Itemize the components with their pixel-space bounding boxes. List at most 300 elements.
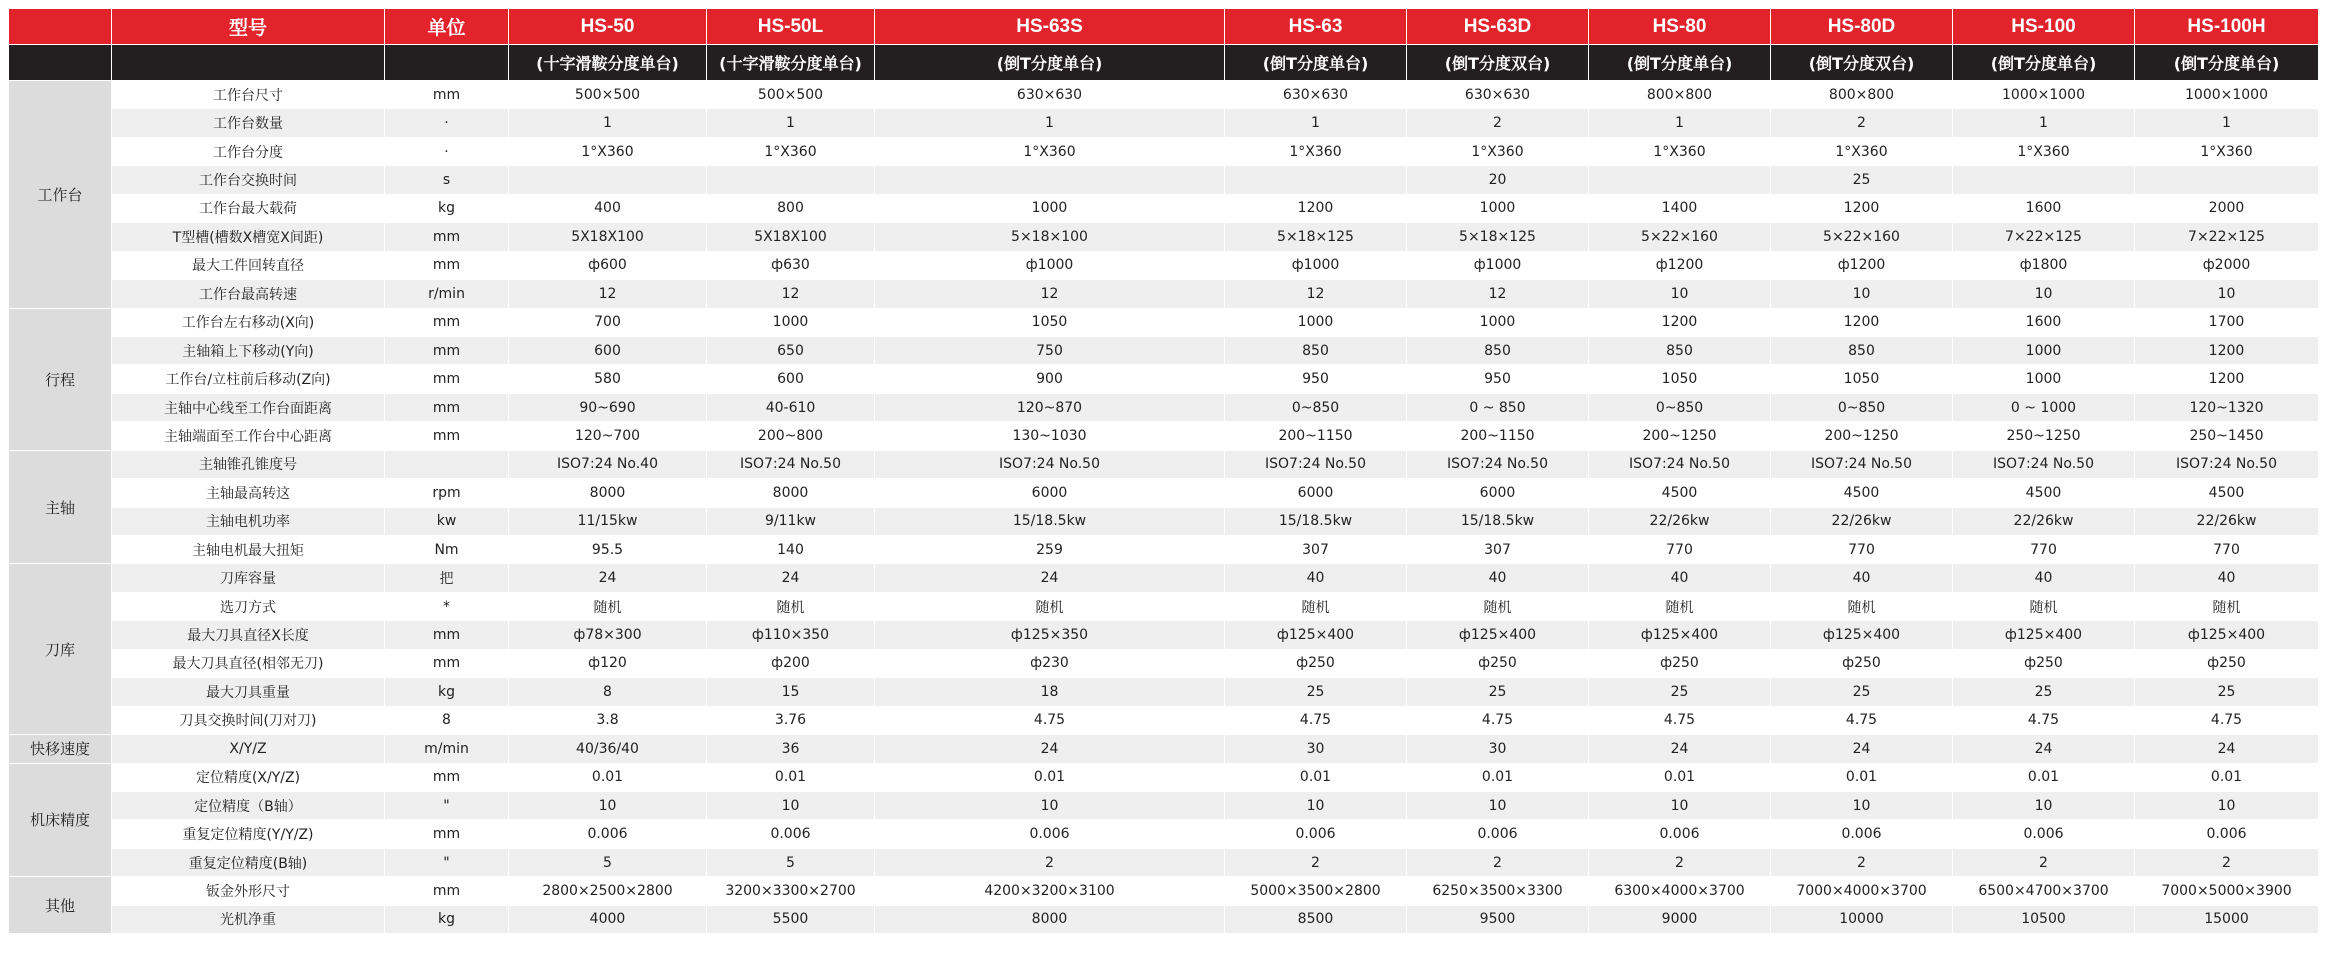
spec-value: 10 (1407, 791, 1589, 819)
spec-value: ф125×350 (875, 621, 1225, 649)
spec-value: 1000 (1407, 308, 1589, 336)
spec-value: 120~700 (509, 422, 707, 450)
spec-value: 1°X360 (2135, 137, 2319, 165)
spec-value: 6000 (875, 479, 1225, 507)
spec-value: 1 (1953, 109, 2135, 137)
spec-value: 4500 (1953, 479, 2135, 507)
spec-value (2135, 166, 2319, 194)
spec-value: 600 (509, 336, 707, 364)
spec-unit: mm (385, 308, 509, 336)
spec-value: 随机 (1771, 592, 1953, 620)
spec-value: 10 (875, 791, 1225, 819)
spec-value: 15000 (2135, 905, 2319, 933)
spec-item: 工作台分度 (112, 137, 385, 165)
spec-unit: rpm (385, 479, 509, 507)
spec-value: 1200 (1771, 308, 1953, 336)
spec-value: ф1000 (875, 251, 1225, 279)
spec-value: 25 (1953, 678, 2135, 706)
spec-value: 850 (1771, 336, 1953, 364)
spec-value: 9/11kw (707, 507, 875, 535)
spec-value: 12 (707, 280, 875, 308)
table-row (9, 905, 2319, 933)
model-subtitle: (十字滑鞍分度单台) (707, 45, 875, 81)
spec-unit: kg (385, 678, 509, 706)
spec-value: 4.75 (2135, 706, 2319, 734)
spec-item: 钣金外形尺寸 (112, 877, 385, 905)
spec-item: 最大刀具直径(相邻无刀) (112, 649, 385, 677)
spec-unit: mm (385, 820, 509, 848)
spec-value: ф110×350 (707, 621, 875, 649)
spec-value: 1°X360 (875, 137, 1225, 165)
spec-value: 120~1320 (2135, 393, 2319, 421)
spec-unit: kg (385, 194, 509, 222)
model-subtitle: (倒T分度双台) (1407, 45, 1589, 81)
spec-value: ф1000 (1225, 251, 1407, 279)
spec-value: 2800×2500×2800 (509, 877, 707, 905)
spec-value: 25 (1771, 678, 1953, 706)
header-blank-cell (112, 45, 385, 81)
spec-value: 11/15kw (509, 507, 707, 535)
spec-value: ф2000 (2135, 251, 2319, 279)
spec-value: 650 (707, 336, 875, 364)
model-label: 型号 (112, 9, 385, 45)
spec-value (875, 166, 1225, 194)
spec-value: 1 (875, 109, 1225, 137)
spec-value: 0.01 (875, 763, 1225, 791)
spec-value: ф125×400 (1225, 621, 1407, 649)
spec-value: 1°X360 (1953, 137, 2135, 165)
spec-value: 800×800 (1589, 81, 1771, 109)
spec-value: ф1200 (1771, 251, 1953, 279)
spec-value: 500×500 (509, 81, 707, 109)
spec-value: 1600 (1953, 308, 2135, 336)
spec-value: 4.75 (1771, 706, 1953, 734)
spec-value: 0~850 (1225, 393, 1407, 421)
spec-value: 0.006 (509, 820, 707, 848)
table-row (9, 479, 2319, 507)
spec-value: ф1200 (1589, 251, 1771, 279)
spec-value: 500×500 (707, 81, 875, 109)
spec-value: 12 (1407, 280, 1589, 308)
spec-value: 1400 (1589, 194, 1771, 222)
group-label: 机床精度 (9, 763, 112, 877)
model-name: HS-50 (509, 9, 707, 45)
spec-value: ф125×400 (1589, 621, 1771, 649)
spec-value: 250~1250 (1953, 422, 2135, 450)
model-name: HS-63S (875, 9, 1225, 45)
spec-value: ISO7:24 No.50 (1953, 450, 2135, 478)
spec-value: 10 (707, 791, 875, 819)
spec-value: 随机 (1953, 592, 2135, 620)
spec-value: 8500 (1225, 905, 1407, 933)
table-row (9, 166, 2319, 194)
spec-value: 6500×4700×3700 (1953, 877, 2135, 905)
spec-value: ISO7:24 No.50 (1407, 450, 1589, 478)
model-subtitle: (倒T分度单台) (2135, 45, 2319, 81)
spec-value: 5000×3500×2800 (1225, 877, 1407, 905)
spec-value: ф250 (1407, 649, 1589, 677)
spec-value: 5X18X100 (509, 223, 707, 251)
table-row (9, 507, 2319, 535)
spec-value: 200~1250 (1771, 422, 1953, 450)
spec-value: 1000 (707, 308, 875, 336)
spec-unit: kw (385, 507, 509, 535)
spec-value (509, 166, 707, 194)
spec-value: 1000×1000 (1953, 81, 2135, 109)
table-row (9, 592, 2319, 620)
spec-value: 30 (1225, 735, 1407, 763)
spec-value: 0.01 (1225, 763, 1407, 791)
table-row (9, 422, 2319, 450)
spec-value: 630×630 (1407, 81, 1589, 109)
spec-value: 770 (1589, 536, 1771, 564)
spec-value: 1 (1225, 109, 1407, 137)
spec-item: 光机净重 (112, 905, 385, 933)
spec-value: 22/26kw (1953, 507, 2135, 535)
spec-item: 刀库容量 (112, 564, 385, 592)
spec-value: 5 (707, 848, 875, 876)
spec-unit: * (385, 592, 509, 620)
spec-value: 1 (2135, 109, 2319, 137)
spec-value: ф630 (707, 251, 875, 279)
group-label: 工作台 (9, 81, 112, 309)
spec-item: 定位精度(X/Y/Z) (112, 763, 385, 791)
spec-value: ISO7:24 No.40 (509, 450, 707, 478)
table-row (9, 820, 2319, 848)
spec-value: 2 (1225, 848, 1407, 876)
table-row (9, 564, 2319, 592)
model-name: HS-63D (1407, 9, 1589, 45)
table-row (9, 763, 2319, 791)
spec-value: 6250×3500×3300 (1407, 877, 1589, 905)
spec-unit: m/min (385, 735, 509, 763)
spec-value: 10 (1953, 791, 2135, 819)
spec-value: 1050 (1771, 365, 1953, 393)
spec-item: 主轴中心线至工作台面距离 (112, 393, 385, 421)
spec-value: 1°X360 (707, 137, 875, 165)
spec-value: 1200 (2135, 336, 2319, 364)
spec-value: 1°X360 (509, 137, 707, 165)
group-label: 刀库 (9, 564, 112, 735)
spec-value: 4500 (2135, 479, 2319, 507)
spec-value: 24 (875, 735, 1225, 763)
spec-value: ISO7:24 No.50 (1225, 450, 1407, 478)
spec-value: ф78×300 (509, 621, 707, 649)
spec-value: 随机 (1589, 592, 1771, 620)
spec-item: 最大工件回转直径 (112, 251, 385, 279)
spec-value: 130~1030 (875, 422, 1225, 450)
spec-value: ф250 (1953, 649, 2135, 677)
spec-unit: · (385, 109, 509, 137)
spec-value: 0.006 (707, 820, 875, 848)
spec-unit: mm (385, 649, 509, 677)
spec-value: 40/36/40 (509, 735, 707, 763)
spec-value: 0.01 (1407, 763, 1589, 791)
spec-value: 5×18×100 (875, 223, 1225, 251)
spec-item: 主轴电机最大扭矩 (112, 536, 385, 564)
spec-item: X/Y/Z (112, 735, 385, 763)
spec-unit: " (385, 791, 509, 819)
spec-value: 200~1250 (1589, 422, 1771, 450)
spec-value: 800 (707, 194, 875, 222)
spec-unit: mm (385, 251, 509, 279)
spec-value: ф125×400 (2135, 621, 2319, 649)
spec-value: 9000 (1589, 905, 1771, 933)
spec-value: ф250 (1589, 649, 1771, 677)
header-blank-cell (9, 45, 112, 81)
spec-value: 24 (875, 564, 1225, 592)
table-row (9, 848, 2319, 876)
spec-value: 随机 (707, 592, 875, 620)
spec-value: 8000 (875, 905, 1225, 933)
table-row (9, 450, 2319, 478)
table-row (9, 81, 2319, 109)
spec-value: 1000 (1953, 365, 2135, 393)
spec-value: ф125×400 (1407, 621, 1589, 649)
spec-table (8, 8, 2319, 934)
spec-value: 580 (509, 365, 707, 393)
spec-value: 12 (1225, 280, 1407, 308)
spec-value: 307 (1407, 536, 1589, 564)
spec-value: 随机 (2135, 592, 2319, 620)
spec-item: 主轴最高转这 (112, 479, 385, 507)
spec-value: 250~1450 (2135, 422, 2319, 450)
spec-value: 25 (1225, 678, 1407, 706)
table-row (9, 678, 2319, 706)
table-row (9, 706, 2319, 734)
spec-value: 7000×4000×3700 (1771, 877, 1953, 905)
spec-value: 0.006 (875, 820, 1225, 848)
spec-value: 25 (1771, 166, 1953, 194)
spec-value: 0~850 (1589, 393, 1771, 421)
spec-value: 15/18.5kw (875, 507, 1225, 535)
spec-value: 24 (1589, 735, 1771, 763)
table-row (9, 308, 2319, 336)
spec-value: 600 (707, 365, 875, 393)
spec-unit: kg (385, 905, 509, 933)
spec-value: 4.75 (875, 706, 1225, 734)
spec-value: 40-610 (707, 393, 875, 421)
table-row (9, 735, 2319, 763)
spec-value: ф125×400 (1771, 621, 1953, 649)
model-subtitle: (倒T分度单台) (875, 45, 1225, 81)
spec-value: 随机 (1225, 592, 1407, 620)
model-subtitle: (倒T分度双台) (1771, 45, 1953, 81)
spec-value: 6300×4000×3700 (1589, 877, 1771, 905)
spec-item: 重复定位精度(Y/Y/Z) (112, 820, 385, 848)
spec-item: 工作台数量 (112, 109, 385, 137)
spec-item: 刀具交换时间(刀对刀) (112, 706, 385, 734)
spec-value: 10 (2135, 791, 2319, 819)
spec-value: 4000 (509, 905, 707, 933)
spec-value: 4500 (1589, 479, 1771, 507)
spec-value: 10000 (1771, 905, 1953, 933)
spec-value: 2 (1771, 848, 1953, 876)
spec-value: ф250 (2135, 649, 2319, 677)
table-row (9, 109, 2319, 137)
model-name: HS-63 (1225, 9, 1407, 45)
spec-value: 40 (1407, 564, 1589, 592)
spec-value: 10 (1589, 791, 1771, 819)
spec-value: 10 (2135, 280, 2319, 308)
spec-unit: 把 (385, 564, 509, 592)
spec-unit: 8 (385, 706, 509, 734)
spec-value: 140 (707, 536, 875, 564)
spec-item: 主轴电机功率 (112, 507, 385, 535)
spec-value: 5×22×160 (1589, 223, 1771, 251)
spec-value: 5×22×160 (1771, 223, 1953, 251)
spec-value: ф230 (875, 649, 1225, 677)
spec-value: 900 (875, 365, 1225, 393)
spec-value: 0 ~ 850 (1407, 393, 1589, 421)
spec-value: 随机 (875, 592, 1225, 620)
table-row (9, 223, 2319, 251)
spec-value: 0.01 (1589, 763, 1771, 791)
header-blank-cell (385, 45, 509, 81)
spec-value: 5×18×125 (1225, 223, 1407, 251)
spec-value: 1200 (1589, 308, 1771, 336)
spec-value: ISO7:24 No.50 (1771, 450, 1953, 478)
spec-value: 24 (2135, 735, 2319, 763)
spec-value: 8 (509, 678, 707, 706)
spec-value: 4.75 (1225, 706, 1407, 734)
spec-value: 5×18×125 (1407, 223, 1589, 251)
table-row (9, 137, 2319, 165)
spec-value: 40 (1953, 564, 2135, 592)
spec-value: 200~1150 (1407, 422, 1589, 450)
spec-value: 0.01 (707, 763, 875, 791)
spec-item: 工作台最高转速 (112, 280, 385, 308)
spec-value: 3.76 (707, 706, 875, 734)
spec-value: 随机 (1407, 592, 1589, 620)
spec-value: 0.006 (2135, 820, 2319, 848)
spec-unit: s (385, 166, 509, 194)
spec-value: ф120 (509, 649, 707, 677)
spec-value: 7000×5000×3900 (2135, 877, 2319, 905)
table-row (9, 877, 2319, 905)
spec-unit: mm (385, 365, 509, 393)
spec-value: 1000 (1953, 336, 2135, 364)
spec-unit: mm (385, 223, 509, 251)
spec-value: 10 (1771, 280, 1953, 308)
spec-value: 770 (1771, 536, 1953, 564)
spec-value: 2 (1407, 109, 1589, 137)
spec-value: ф600 (509, 251, 707, 279)
spec-value: 8000 (509, 479, 707, 507)
spec-value: 0.01 (2135, 763, 2319, 791)
spec-value: ф200 (707, 649, 875, 677)
model-subtitle: (倒T分度单台) (1225, 45, 1407, 81)
spec-unit: mm (385, 393, 509, 421)
spec-value (1953, 166, 2135, 194)
spec-value: 0.01 (1771, 763, 1953, 791)
spec-value: 25 (1407, 678, 1589, 706)
spec-value: 2000 (2135, 194, 2319, 222)
spec-unit: Nm (385, 536, 509, 564)
model-name: HS-80D (1771, 9, 1953, 45)
spec-value: 0.006 (1953, 820, 2135, 848)
spec-item: 主轴箱上下移动(Y向) (112, 336, 385, 364)
spec-value: 120~870 (875, 393, 1225, 421)
spec-value: 850 (1407, 336, 1589, 364)
group-label: 行程 (9, 308, 112, 450)
spec-value: 770 (2135, 536, 2319, 564)
spec-unit: · (385, 137, 509, 165)
spec-value: 随机 (509, 592, 707, 620)
spec-item: T型槽(槽数X槽宽X间距) (112, 223, 385, 251)
spec-value: 90~690 (509, 393, 707, 421)
table-row (9, 280, 2319, 308)
spec-value: 10 (1589, 280, 1771, 308)
spec-value: 5 (509, 848, 707, 876)
spec-value: 25 (1589, 678, 1771, 706)
spec-value: 750 (875, 336, 1225, 364)
spec-value: 0.006 (1589, 820, 1771, 848)
spec-value: 24 (509, 564, 707, 592)
group-label: 快移速度 (9, 735, 112, 763)
spec-value: 5500 (707, 905, 875, 933)
spec-value: 22/26kw (1771, 507, 1953, 535)
spec-value: 1000 (1407, 194, 1589, 222)
model-name: HS-100H (2135, 9, 2319, 45)
spec-value: 200~800 (707, 422, 875, 450)
spec-value: 18 (875, 678, 1225, 706)
spec-value: 12 (509, 280, 707, 308)
spec-value: ф250 (1225, 649, 1407, 677)
spec-value: 259 (875, 536, 1225, 564)
spec-value: 1050 (1589, 365, 1771, 393)
spec-item: 最大刀具直径X长度 (112, 621, 385, 649)
table-row (9, 194, 2319, 222)
spec-value: 1200 (1771, 194, 1953, 222)
spec-value: 950 (1407, 365, 1589, 393)
spec-value: 40 (2135, 564, 2319, 592)
spec-value (1589, 166, 1771, 194)
model-subtitle: (倒T分度单台) (1953, 45, 2135, 81)
spec-value: 20 (1407, 166, 1589, 194)
spec-value: ISO7:24 No.50 (707, 450, 875, 478)
spec-value: 10 (509, 791, 707, 819)
spec-value: ISO7:24 No.50 (875, 450, 1225, 478)
table-row (9, 649, 2319, 677)
spec-value: 30 (1407, 735, 1589, 763)
spec-value: 1 (1589, 109, 1771, 137)
table-row (9, 536, 2319, 564)
spec-value: 2 (1771, 109, 1953, 137)
spec-value: 36 (707, 735, 875, 763)
spec-value: 0.01 (509, 763, 707, 791)
spec-value: 2 (875, 848, 1225, 876)
spec-value: 3.8 (509, 706, 707, 734)
spec-value: 1 (707, 109, 875, 137)
table-row (9, 393, 2319, 421)
spec-item: 选刀方式 (112, 592, 385, 620)
spec-value: 1000 (1225, 308, 1407, 336)
spec-value: 24 (1953, 735, 2135, 763)
spec-value: ф250 (1771, 649, 1953, 677)
subtitle-header-row (9, 45, 2319, 81)
spec-value: 7×22×125 (1953, 223, 2135, 251)
spec-value: 6000 (1407, 479, 1589, 507)
spec-value: ISO7:24 No.50 (2135, 450, 2319, 478)
spec-value: 0.01 (1953, 763, 2135, 791)
spec-value: ISO7:24 No.50 (1589, 450, 1771, 478)
unit-label: 单位 (385, 9, 509, 45)
spec-value (707, 166, 875, 194)
spec-value: 1200 (1225, 194, 1407, 222)
spec-value: 9500 (1407, 905, 1589, 933)
spec-unit: mm (385, 877, 509, 905)
